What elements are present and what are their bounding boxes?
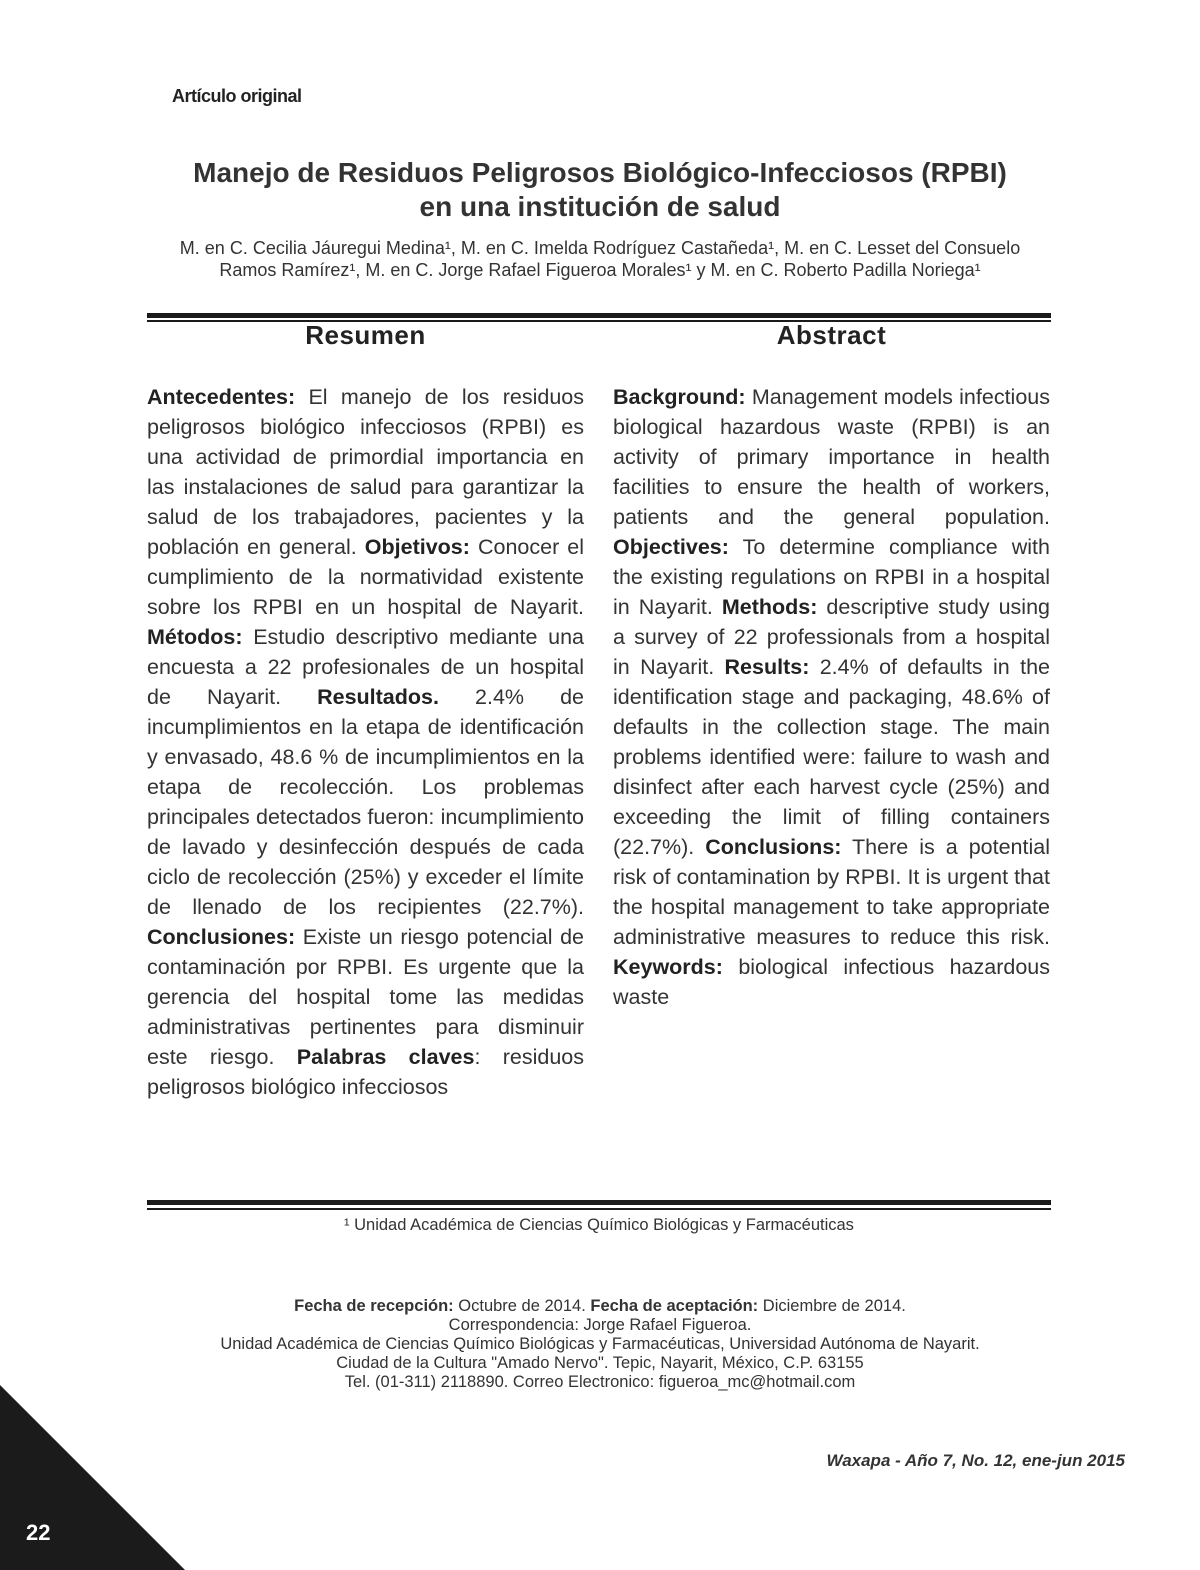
results-label: Results: [724,655,810,679]
institution-line: Unidad Académica de Ciencias Químico Biológicas y Farmacéuticas, Universidad Autónoma de Nayarit. [220,1335,980,1353]
correspondence-block [100,1297,1100,1392]
metodos-text: Estudio descriptivo mediante una encuesta a 22 profesionales de un hospital de Nayarit. [147,625,584,709]
resumen-body [147,382,584,1102]
recepcion-label: Fecha de recepción: [294,1297,454,1315]
conclusiones-label: Conclusiones: [147,925,296,949]
page-number: 22 [26,1520,51,1545]
resultados-text: 2.4% de incumplimientos en la etapa de identificación y envasado, 48.6 % de incumplimientos en la etapa de recolección. Los problemas principales detectados fueron: incumplimiento de lavado y desinfección después de cada ciclo de recolección (25%) y exceder el límite de llenado de los recipientes (22.7%). [147,685,584,919]
title-line-1: Manejo de Residuos Peligrosos Biológico-Infecciosos (RPBI) [193,157,1007,188]
journal-citation: Waxapa - Año 7, No. 12, ene-jun 2015 [826,1451,1125,1470]
palabras-claves-text: : residuos peligrosos biológico infecciosos [147,1045,584,1099]
top-rule-thick [147,313,1051,318]
address-line: Ciudad de la Cultura "Amado Nervo". Tepic, Nayarit, México, C.P. 63155 [336,1354,864,1372]
background-label: Background: [613,385,746,409]
aceptacion-label: Fecha de aceptación: [590,1297,759,1315]
palabras-claves-label: Palabras claves [296,1045,475,1069]
conclusiones-text: Existe un riesgo potencial de contaminación por RPBI. Es urgente que la gerencia del hospital tome las medidas administrativas pertinentes para disminuir este riesgo. [147,925,584,1069]
background-text: Management models infectious biological hazardous waste (RPBI) is an activity of primary importance in health facilities to ensure the health of workers, patients and the general population. [613,385,1050,529]
keywords-label: Keywords: [613,955,723,979]
recepcion-text: Octubre de 2014. [453,1297,591,1315]
keywords-text: biological infectious hazardous waste [613,955,1050,1009]
results-text: 2.4% of defaults in the identification stage and packaging, 48.6% of defaults in the collection stage. The main problems identified were: failure to wash and disinfect after each harvest cycle (25%) and exceeding the limit of filling containers (22.7%). [613,655,1050,859]
conclusions-text: There is a potential risk of contamination by RPBI. It is urgent that the hospital management to take appropriate administrative measures to reduce this risk. [613,835,1050,949]
resumen-heading: Resumen [305,320,426,350]
aceptacion-text: Diciembre de 2014. [758,1297,906,1315]
objectives-text: To determine compliance with the existing regulations on RPBI in a hospital in Nayarit. [613,535,1050,619]
dates-line [100,1297,1100,1316]
correspondence-line: Correspondencia: Jorge Rafael Figueroa. [448,1316,752,1334]
section-label: Artículo original [172,86,302,106]
objetivos-label: Objetivos: [364,535,470,559]
objetivos-text: Conocer el cumplimiento de la normatividad existente sobre los RPBI en un hospital de Nayarit. [147,535,584,619]
abstract-body [613,382,1050,1012]
resultados-label: Resultados. [317,685,439,709]
affiliation-footnote: ¹ Unidad Académica de Ciencias Químico Biológicas y Farmacéuticas [344,1216,854,1234]
metodos-label: Métodos: [147,625,243,649]
methods-text: descriptive study using a survey of 22 professionals from a hospital in Nayarit. [613,595,1050,679]
title-line-2: en una institución de salud [419,191,781,222]
authors: M. en C. Cecilia Jáuregui Medina¹, M. en C. Imelda Rodríguez Castañeda¹, M. en C. Lesset del Consuelo Ramos Ramírez¹, M. en C. Jorge Rafael Figueroa Morales¹ y M. en C. Roberto Padilla Noriega¹ [179,238,1021,280]
objectives-label: Objectives: [613,535,729,559]
abstract-heading: Abstract [776,320,887,350]
article-title [100,156,1100,224]
methods-label: Methods: [721,595,818,619]
antecedentes-label: Antecedentes: [147,385,296,409]
contact-line: Tel. (01-311) 2118890. Correo Electronico: figueroa_mc@hotmail.com [344,1373,856,1391]
conclusions-label: Conclusions: [705,835,842,859]
bottom-rule-thick [147,1200,1051,1205]
antecedentes-text: El manejo de los residuos peligrosos biológico infecciosos (RPBI) es una actividad de primordial importancia en las instalaciones de salud para garantizar la salud de los trabajadores, pacientes y la población en general. [147,385,584,559]
bottom-rule-thin [147,1208,1051,1210]
